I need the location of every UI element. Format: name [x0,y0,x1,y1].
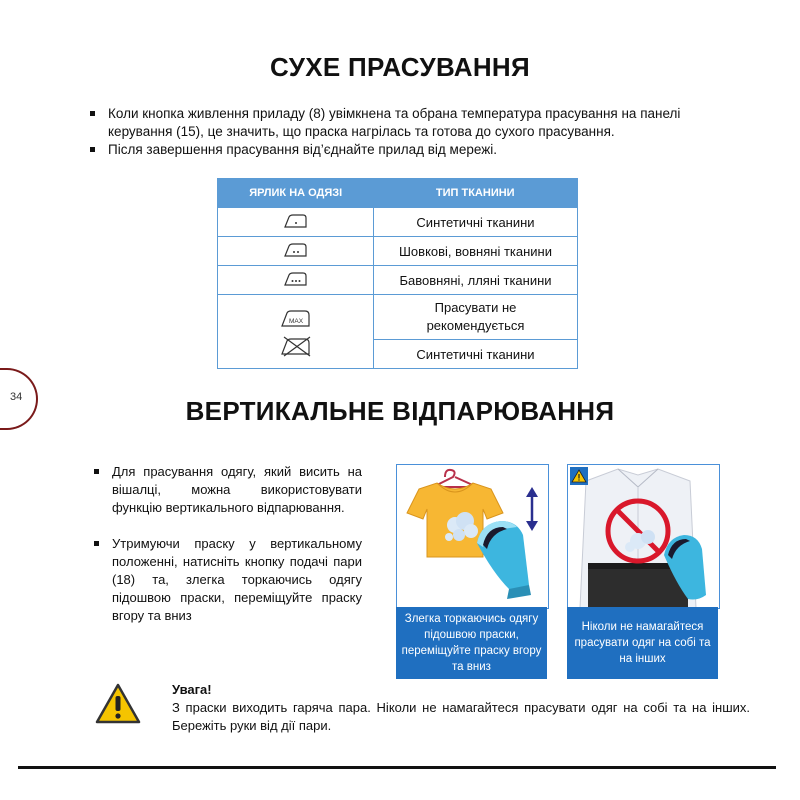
warning-text: З праски виходить гаряча пара. Ніколи не намагайтеся прасувати одяг на собі та на інших. Бережіть руки від дії пари. [172,700,750,733]
iron-one-dot-icon [281,211,311,231]
warning-heading: Увага! [172,682,212,697]
warning-illustration-panel [567,464,720,609]
table-cell-fabric: Прасувати не рекомендується [374,295,578,340]
list-item: Для прасування одягу, який висить на вішалці, можна використовувати функцію вертикального відпарювання. [92,463,362,517]
shirt-steaming-illustration [397,465,548,608]
iron-two-dots-icon [281,240,311,260]
vertical-steaming-title: ВЕРТИКАЛЬНЕ ВІДПАРЮВАННЯ [185,396,615,426]
table-cell-fabric: Бавовняні, лляні тканини [374,266,578,295]
fabric-table [217,178,578,369]
table-header-fabric: ТИП ТКАНИНИ [374,179,578,208]
list-item: Коли кнопка живлення приладу (8) увімкнена та обрана температура прасування на панелі керування (15), це значить, що праска нагрілась та готова до сухого прасування. [86,105,706,141]
warning-triangle-icon [94,682,142,726]
iron-three-dots-icon [281,269,311,289]
table-cell-fabric: Синтетичні тканини [374,340,578,369]
caption-right: Ніколи не намагайтеся прасувати одяг на собі та на інших [567,607,718,679]
table-cell-fabric: Синтетичні тканини [374,208,578,237]
warning-badge-icon [570,467,588,485]
table-row [218,266,578,295]
iron-crossed-icon [278,334,314,358]
warning-block [172,681,750,735]
person-no-ironing-illustration [568,465,719,608]
table-cell-fabric: Шовкові, вовняні тканини [374,237,578,266]
iron-max-icon [278,306,314,330]
vertical-steaming-bullets [92,463,362,625]
caption-left: Злегка торкаючись одягу підошвою праски, переміщуйте праску вгору та вниз [396,607,547,679]
table-row [218,295,578,340]
table-row [218,208,578,237]
list-item: Утримуючи праску у вертикальному положенні, натисніть кнопку подачі пари (18) та, злегка торкаючись одягу підошвою праски, переміщуйте праску вгору та вниз [92,535,362,625]
table-header-label: ЯРЛИК НА ОДЯЗІ [218,179,374,208]
table-row [218,237,578,266]
max-label: MAX [288,317,303,325]
steaming-illustration-panel [396,464,549,609]
dry-ironing-bullets [86,105,706,159]
bottom-divider [18,766,776,769]
list-item: Після завершення прасування від’єднайте прилад від мережі. [86,141,706,159]
page-number: 34 [10,391,23,403]
dry-ironing-title: СУХЕ ПРАСУВАННЯ [270,52,530,82]
